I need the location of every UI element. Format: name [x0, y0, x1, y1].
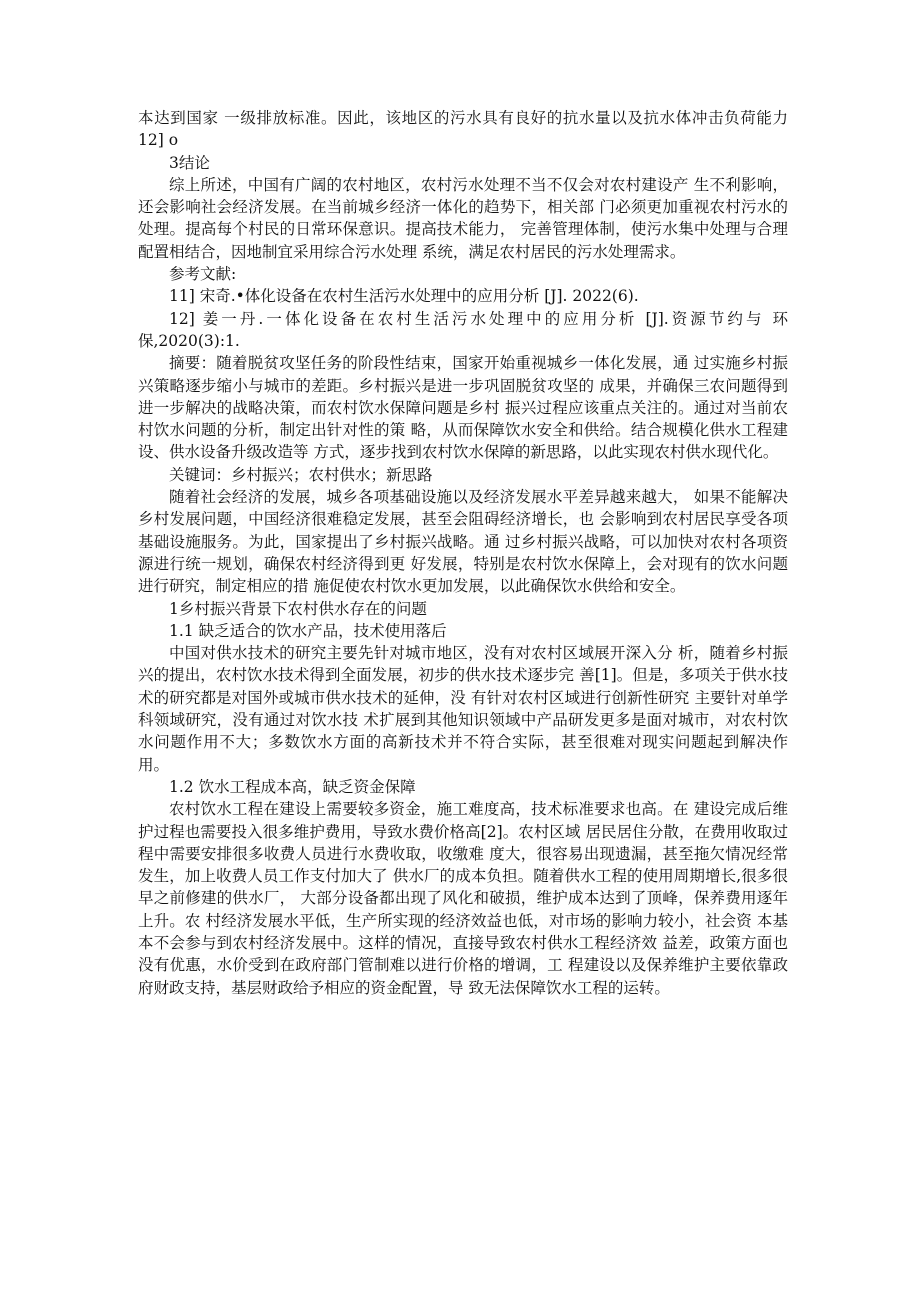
- references-heading: 参考文献:: [169, 265, 237, 284]
- subsection-heading-1-2: 1.2 饮水工程成本高，缺乏资金保障: [169, 777, 416, 796]
- paragraph-keywords: 关键词：乡村振兴；农村供水；新思路: [169, 465, 433, 484]
- paragraph-1-2: 农村饮水工程在建设上需要较多资金，施工难度高，技术标准要求也高。在 建设完成后维护过程也需要投入很多维护费用，导致水费价格高[2]。农村区域 居民居住分散，在费用收取过程中需要安排很多收费人员进行水费收取，收缴难 度大，很容易出现遗漏，甚至拖欠情况经常发生，加上收费人员工作支付加大了 供水厂的成本负担。随着供水工程的使用周期增长,很多很早之前修建的供水厂， 大部分设备都出现了风化和破损，维护成本达到了顶峰，保养费用逐年上升。农 村经济发展水平低，生产所实现的经济效益也低，对市场的影响力较小，社会资 本基本不会参与到农村经济发展中。这样的情况，直接导致农村供水工程经济效 益差，政策方面也没有优惠，水价受到在政府部门管制难以进行价格的增调，工 程建设以及保养维护主要依靠政府财政支持，基层财政给予相应的资金配置，导 致无法保障饮水工程的运转。: [138, 800, 788, 997]
- reference-item-2: 12] 姜一丹.一体化设备在农村生活污水处理中的应用分析 [J].资源节约与 环保,2020(3):1.: [138, 309, 788, 350]
- subsection-heading-1-1: 1.1 缺乏适合的饮水产品，技术使用落后: [169, 621, 447, 640]
- paragraph-intro-continuation: 本达到国家 一级排放标准。因此，该地区的污水具有良好的抗水量以及抗水体冲击负荷能力 12] o: [138, 109, 788, 150]
- section-heading-1: 1乡村振兴背景下农村供水存在的问题: [169, 599, 427, 618]
- reference-item-1: 11] 宋奇.•体化设备在农村生活污水处理中的应用分析 [J]. 2022(6).: [169, 287, 639, 306]
- document-page: [138, 107, 788, 999]
- paragraph-conclusion: 综上所述，中国有广阔的农村地区，农村污水处理不当不仅会对农村建设产 生不利影响，还会影响社会经济发展。在当前城乡经济一体化的趋势下，相关部 门必须更加重视农村污水的处理。提高每个村民的日常环保意识。提高技术能力， 完善管理体制，使污水集中处理与合理配置相结合，因地制宜采用综合污水处理 系统，满足农村居民的污水处理需求。: [138, 175, 788, 261]
- section-heading-conclusion: 3结论: [169, 153, 210, 172]
- paragraph-1-1: 中国对供水技术的研究主要先针对城市地区，没有对农村区域展开深入分 析，随着乡村振兴的提出，农村饮水技术得到全面发展，初步的供水技术逐步完 善[1]。但是，多项关于供水技术的研究都是对国外或城市供水技术的延伸，没 有针对农村区域进行创新性研究 主要针对单学科领域研究，没有通过对饮水技 术扩展到其他知识领域中产品研发更多是面对城市，对农村饮水问题作用不大；多数饮水方面的高新技术并不符合实际，甚至很难对现实问题起到解决作用。: [138, 644, 788, 774]
- paragraph-introduction: 随着社会经济的发展，城乡各项基础设施以及经济发展水平差异越来越大， 如果不能解决乡村发展问题，中国经济很难稳定发展，甚至会阻碍经济增长，也 会影响到农村居民享受各项基础设施服务。为此，国家提出了乡村振兴战略。通 过乡村振兴战略，可以加快对农村各项资源进行统一规划，确保农村经济得到更 好发展，特别是农村饮水保障上，会对现有的饮水问题进行研究，制定相应的措 施促使农村饮水更加发展，以此确保饮水供给和安全。: [138, 488, 788, 596]
- paragraph-abstract: 摘要：随着脱贫攻坚任务的阶段性结束，国家开始重视城乡一体化发展，通 过实施乡村振兴策略逐步缩小与城市的差距。乡村振兴是进一步巩固脱贫攻坚的 成果，并确保三农问题得到进一步解决的战略决策，而农村饮水保障问题是乡村 振兴过程应该重点关注的。通过对当前农村饮水问题的分析，制定出针对性的策 略，从而保障饮水安全和供给。结合规模化供水工程建设、供水设备升级改造等 方式，逐步找到农村饮水保障的新思路，以此实现农村供水现代化。: [138, 354, 788, 462]
